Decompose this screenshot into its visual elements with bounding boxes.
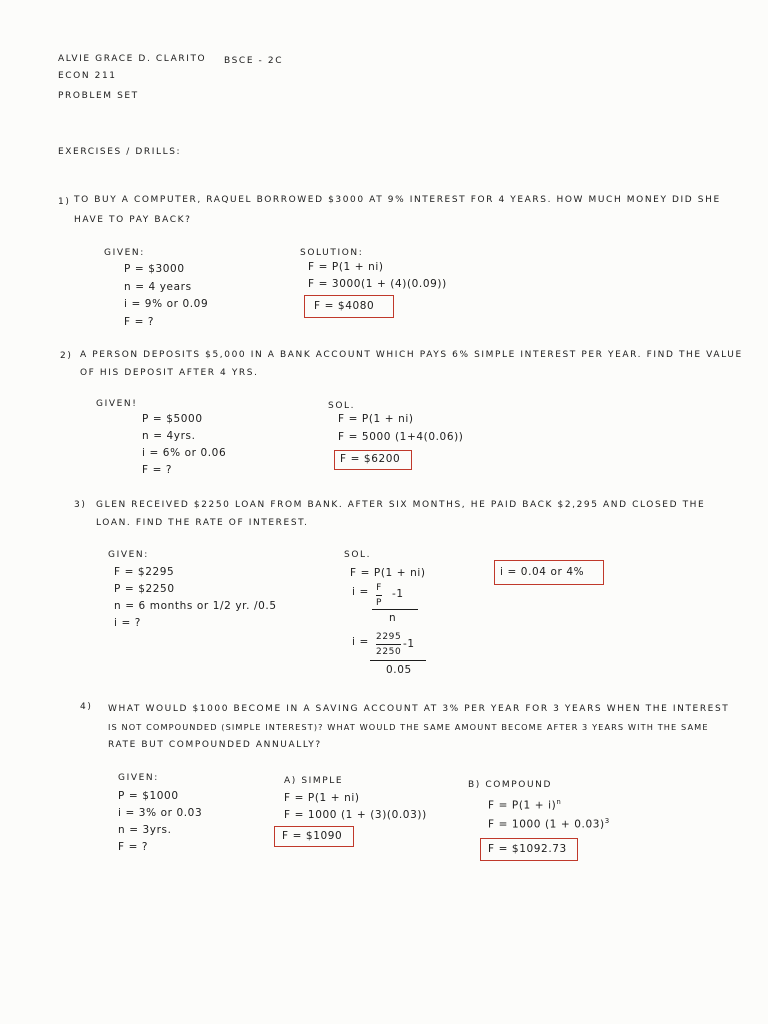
fraction-bar [376,595,382,596]
problem-2-given-item: P = $5000 [142,413,203,425]
problem-1-given-item: P = $3000 [124,263,185,275]
problem-3-solution-label: SOL. [344,550,372,560]
problem-3-solution-step: F = P(1 + ni) [350,567,426,579]
problem-1-number: 1) [58,197,71,207]
problem-2-given-label: GIVEN! [96,399,138,409]
problem-3-statement-line1: GLEN RECEIVED $2250 LOAN FROM BANK. AFTER SIX MONTHS, HE PAID BACK $2,295 AND CLOSED THE [96,500,706,510]
problem-4-part-a-step: F = P(1 + ni) [284,792,360,804]
problem-4-statement-line2: IS NOT COMPOUNDED (SIMPLE INTEREST)? WHAT WOULD THE SAME AMOUNT BECOME AFTER 3 YEARS WITH THE SAME [108,722,709,732]
problem-3-given-label: GIVEN: [108,550,149,560]
problem-4-part-b-label: B) COMPOUND [468,780,553,790]
problem-4-part-a-label: A) SIMPLE [284,776,344,786]
problem-3-given-item: i = ? [114,617,141,629]
problem-1-given-item: i = 9% or 0.09 [124,298,209,310]
problem-4-statement-line1: WHAT WOULD $1000 BECOME IN A SAVING ACCOUNT AT 3% PER YEAR FOR 3 YEARS WHEN THE INTEREST [108,704,730,714]
fraction-numerator: F [376,583,382,593]
problem-4-given-item: n = 3yrs. [118,824,172,836]
problem-1-given-label: GIVEN: [104,248,145,258]
course-code: ECON 211 [58,71,117,81]
problem-4-given-label: GIVEN: [118,773,159,783]
problem-4-part-b-step [488,796,561,812]
problem-1-solution-label: SOLUTION: [300,248,364,258]
problem-4-statement-line3: RATE BUT COMPOUNDED ANNUALLY? [108,740,322,750]
problem-2-given-item: F = ? [142,464,173,476]
student-name: ALVIE GRACE D. CLARITO [58,54,207,64]
problem-1-given-item: n = 4 years [124,281,192,293]
problem-3-given-item: P = $2250 [114,583,175,595]
problem-4-number: 4) [80,702,93,712]
problem-1-solution-step: F = P(1 + ni) [308,261,384,273]
fraction-denominator: P [376,598,383,608]
problem-3-divisor: 0.05 [386,664,412,676]
problem-2-solution-label: SOL. [328,401,356,411]
problem-3-number: 3) [74,500,87,510]
part-b-substitution: F = 1000 (1 + 0.03) [488,818,605,831]
problem-4-part-a-answer: F = $1090 [282,830,343,842]
problem-2-number: 2) [60,351,73,361]
problem-4-part-b-step [488,815,610,831]
problem-4-given-item: i = 3% or 0.03 [118,807,203,819]
document-title: PROBLEM SET [58,91,139,101]
exercises-heading: EXERCISES / DRILLS: [58,147,182,157]
problem-3-division-line [370,660,426,661]
problem-3-given-item: F = $2295 [114,566,175,578]
fraction-numerator: 2295 [376,632,402,642]
problem-2-answer: F = $6200 [340,453,401,465]
problem-4-given-item: F = ? [118,841,149,853]
problem-1-answer: F = $4080 [314,300,375,312]
problem-3-fraction-prefix: i = [352,586,369,598]
problem-3-fraction-suffix: -1 [392,588,404,600]
problem-3-statement-line2: LOAN. FIND THE RATE OF INTEREST. [96,518,309,528]
problem-4-given-item: P = $1000 [118,790,179,802]
problem-3-division-line [372,609,418,610]
part-b-substitution-exponent: 3 [604,817,610,825]
problem-3-given-item: n = 6 months or 1/2 yr. /0.5 [114,600,277,612]
problem-2-statement-line2: OF HIS DEPOSIT AFTER 4 YRS. [80,368,259,378]
part-b-formula-exponent: n [556,798,562,806]
problem-4-part-a-step: F = 1000 (1 + (3)(0.03)) [284,809,427,821]
problem-2-statement-line1: A PERSON DEPOSITS $5,000 IN A BANK ACCOUNT WHICH PAYS 6% SIMPLE INTEREST PER YEAR. FIND THE VALUE [80,350,743,360]
problem-2-solution-step: F = 5000 (1+4(0.06)) [338,431,464,443]
problem-4-part-b-answer: F = $1092.73 [488,843,567,855]
problem-1-given-item: F = ? [124,316,155,328]
problem-3-answer: i = 0.04 or 4% [500,566,585,578]
problem-3-divisor: n [389,612,397,624]
fraction-bar [376,644,401,645]
student-section: BSCE - 2C [224,56,284,66]
problem-2-solution-step: F = P(1 + ni) [338,413,414,425]
fraction-denominator: 2250 [376,647,402,657]
problem-1-statement-line2: HAVE TO PAY BACK? [74,215,192,225]
problem-2-given-item: i = 6% or 0.06 [142,447,227,459]
part-b-formula: F = P(1 + i) [488,799,557,812]
problem-3-fraction-inner [376,632,401,657]
problem-1-solution-step: F = 3000(1 + (4)(0.09)) [308,278,447,290]
problem-1-statement-line1: TO BUY A COMPUTER, RAQUEL BORROWED $3000 AT 9% INTEREST FOR 4 YEARS. HOW MUCH MONEY DID SHE [74,195,721,205]
problem-3-fraction-inner [376,583,382,608]
problem-3-fraction-prefix: i = [352,636,369,648]
problem-2-given-item: n = 4yrs. [142,430,196,442]
problem-3-fraction-suffix: -1 [403,638,415,650]
